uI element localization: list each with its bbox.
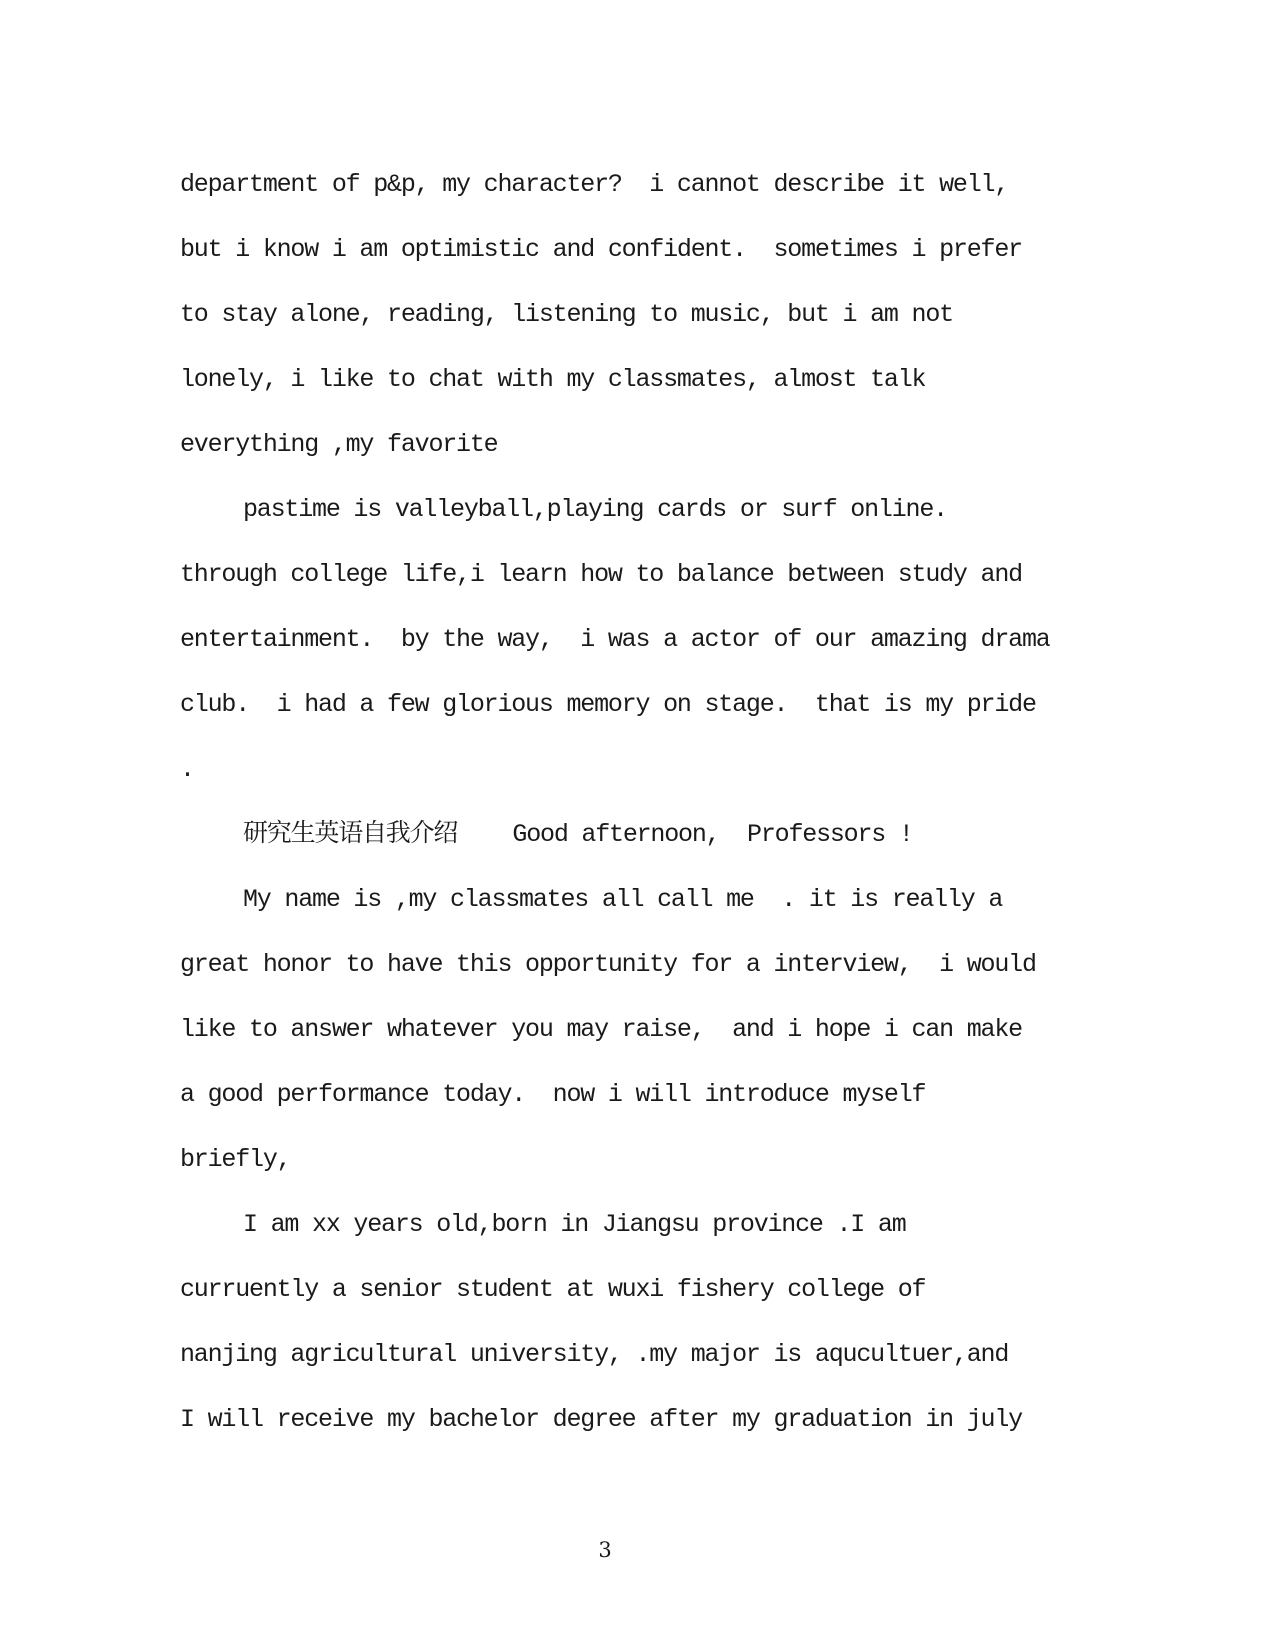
text-line: curruently a senior student at wuxi fishery college of bbox=[180, 1275, 926, 1304]
text-line: like to answer whatever you may raise, and i hope i can make bbox=[180, 1015, 1022, 1044]
text-line: everything ,my favorite bbox=[180, 430, 498, 459]
text-line: to stay alone, reading, listening to music, but i am not bbox=[180, 300, 953, 329]
text-line: nanjing agricultural university, .my major is aqucultuer,and bbox=[180, 1340, 1009, 1369]
text-line: . bbox=[180, 755, 194, 784]
text-line: club. i had a few glorious memory on stage. that is my pride bbox=[180, 690, 1036, 719]
text-line: briefly, bbox=[180, 1145, 291, 1174]
text-line: I am xx years old,born in Jiangsu province .I am bbox=[243, 1210, 906, 1239]
text-line: entertainment. by the way, i was a actor of our amazing drama bbox=[180, 625, 1050, 654]
text-line: 研究生英语自我介绍 Good afternoon, Professors ! bbox=[243, 820, 913, 849]
text-line: but i know i am optimistic and confident. sometimes i prefer bbox=[180, 235, 1022, 264]
text-line: great honor to have this opportunity for a interview, i would bbox=[180, 950, 1036, 979]
text-line: I will receive my bachelor degree after my graduation in july bbox=[180, 1405, 1022, 1434]
text-line: through college life,i learn how to balance between study and bbox=[180, 560, 1022, 589]
text-line: My name is ,my classmates all call me . it is really a bbox=[243, 885, 1003, 914]
text-line: department of p&p, my character? i cannot describe it well, bbox=[180, 170, 1009, 199]
text-line: pastime is valleyball,playing cards or surf online. bbox=[243, 495, 947, 524]
page-number: 3 bbox=[598, 1538, 612, 1562]
text-line: lonely, i like to chat with my classmates, almost talk bbox=[180, 365, 926, 394]
document-body bbox=[180, 152, 1060, 1452]
text-line: a good performance today. now i will introduce myself bbox=[180, 1080, 926, 1109]
